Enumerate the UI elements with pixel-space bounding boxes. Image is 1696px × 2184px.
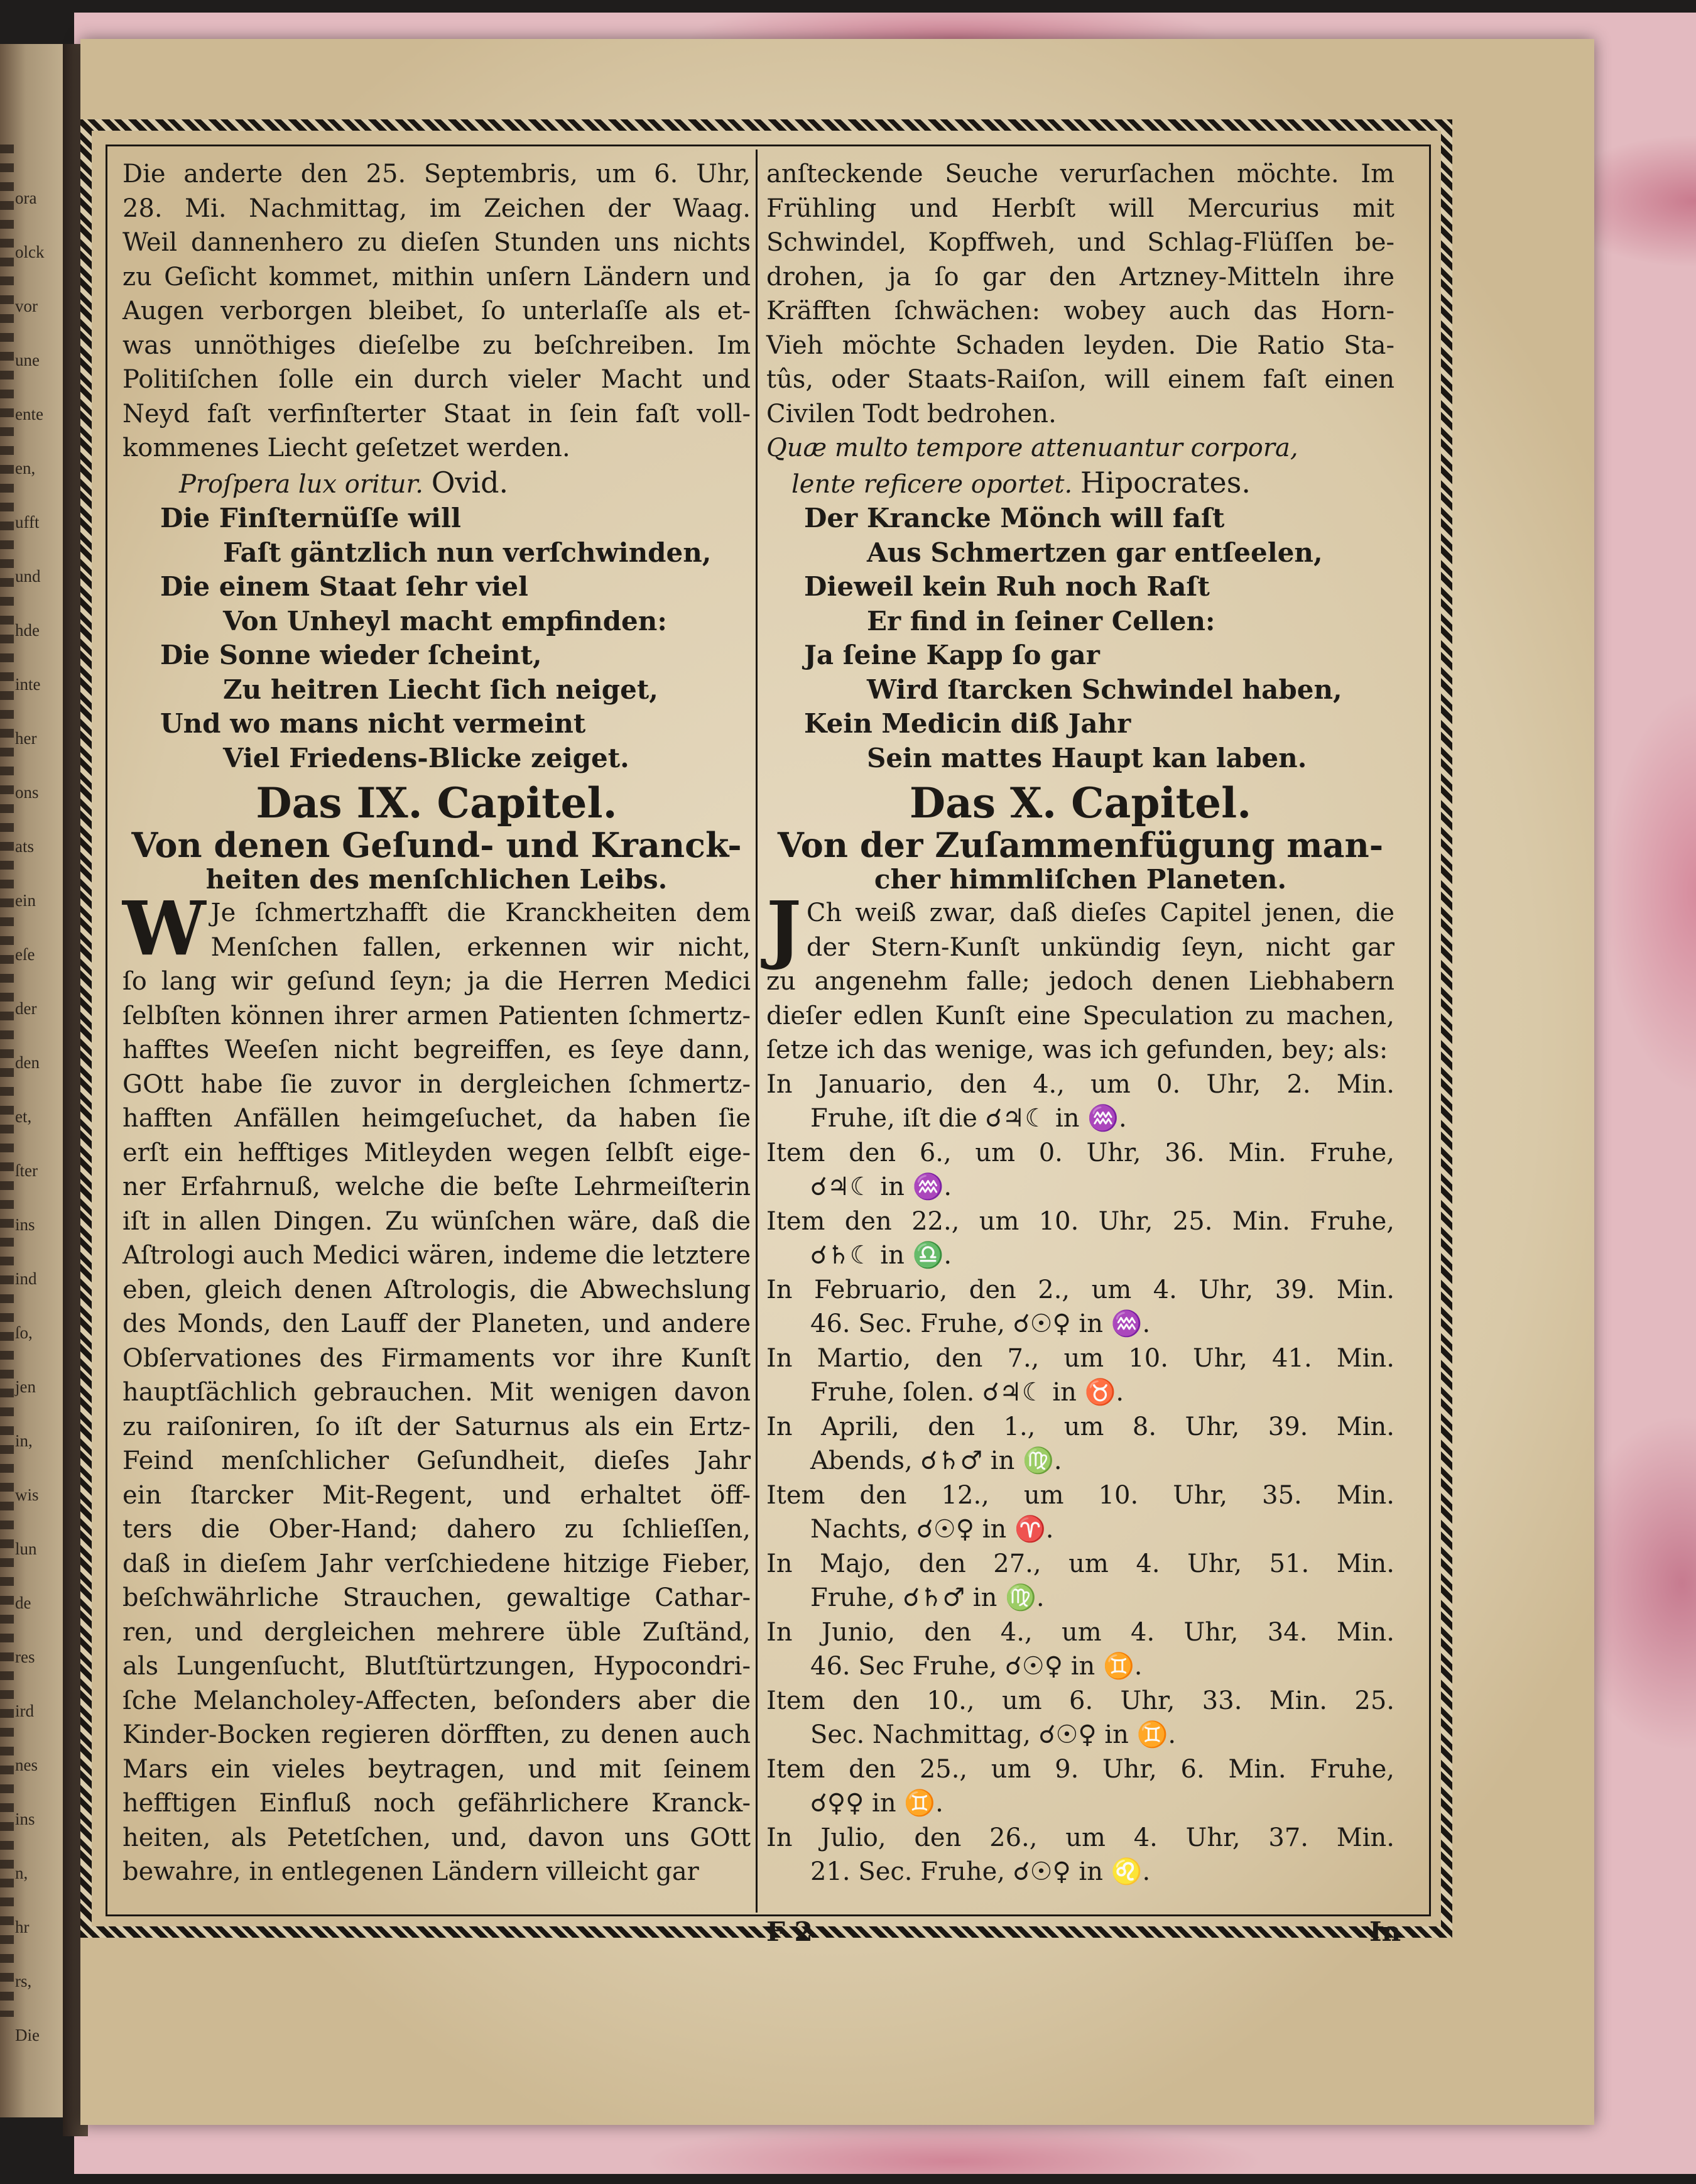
poem-line: Viel Friedens-Blicke zeiget. xyxy=(223,742,629,773)
conjunction-entry-continuation: Sec. Nachmittag, ☌☉♀ in ♊. xyxy=(810,1720,1177,1749)
text-line: hauptſächlich gebrauchen. Mit wenigen davon xyxy=(122,1378,751,1407)
poem-line: Ja ſeine Kapp ſo gar xyxy=(804,640,1100,670)
conjunction-entry-continuation: Fruhe, ☌♄♂ in ♍. xyxy=(810,1583,1045,1612)
conjunction-entry-continuation: ☌♄☾ in ♎. xyxy=(810,1241,952,1270)
right-intro-paragraph xyxy=(766,157,1394,431)
previous-page-word: et, xyxy=(15,1107,32,1126)
conjunction-entry: Item den 10., um 6. Uhr, 33. Min. 25. xyxy=(766,1686,1394,1715)
text-line: Je ſchmertzhafft die Kranckheiten dem xyxy=(210,898,751,927)
text-line: Ch weiß zwar, daß dieſes Capitel jenen, die xyxy=(806,898,1394,927)
previous-page-word: ats xyxy=(15,837,34,856)
text-line: Obſervationes des Firmaments vor ihre Kunſt xyxy=(122,1343,751,1373)
previous-page-word: ſter xyxy=(15,1161,38,1180)
chapter-ix-dropcap: W xyxy=(122,885,206,972)
previous-page-word: ins xyxy=(15,1215,35,1234)
previous-page-word: ird xyxy=(15,1701,34,1720)
poem-line: Von Unheyl macht empfinden: xyxy=(223,605,667,636)
right-motto-line-2 xyxy=(766,466,1394,502)
text-line: iſt in allen Dingen. Zu wünſchen wäre, daß die xyxy=(122,1206,751,1236)
previous-page-word: ein xyxy=(15,891,36,910)
right-column xyxy=(766,157,1394,1889)
left-motto xyxy=(122,466,751,502)
text-line: ein ſtarcker Mit-Regent, und erhaltet öff- xyxy=(122,1480,751,1510)
conjunction-entry: In Februario, den 2., um 4. Uhr, 39. Min. xyxy=(766,1275,1394,1304)
chapter-x-subtitle-line-1: Von der Zuſammenfügung man- xyxy=(777,825,1384,865)
chapter-x-body-lines xyxy=(766,885,1394,1067)
previous-page-word: den xyxy=(15,1053,40,1072)
poem-line: Die Sonne wieder ſcheint, xyxy=(160,640,542,670)
previous-page-word: n, xyxy=(15,1864,28,1882)
conjunction-entry: In Junio, den 4., um 4. Uhr, 34. Min. xyxy=(766,1617,1394,1647)
right-motto-line-1: Quæ multo tempore attenuantur corpora, xyxy=(766,434,1298,462)
text-line: Augen verborgen bleibet, ſo unterlaſſe als et- xyxy=(122,297,751,325)
poem-line: Er find in ſeiner Cellen: xyxy=(867,605,1215,636)
text-line: ſelbſten können ihrer armen Patienten ſchmertz- xyxy=(122,1001,751,1030)
column-divider xyxy=(756,150,758,1913)
text-line: zu Geſicht kommet, mithin unſern Ländern und xyxy=(122,262,751,292)
previous-page-word: olck xyxy=(15,243,45,261)
previous-page-word: inte xyxy=(15,675,41,694)
conjunction-entry: In Majo, den 27., um 4. Uhr, 51. Min. xyxy=(766,1549,1394,1578)
poem-line: Zu heitren Liecht ſich neiget, xyxy=(223,674,658,705)
previous-page-word: ins xyxy=(15,1810,35,1828)
poem-line: Die Finſternüſſe will xyxy=(160,503,461,533)
left-motto-text: Proſpera lux oritur. xyxy=(179,469,423,499)
previous-page-word: vor xyxy=(15,297,38,315)
text-line: was unnöthiges dieſelbe zu beſchreiben. Im xyxy=(122,330,751,360)
conjunction-entry: In Martio, den 7., um 10. Uhr, 41. Min. xyxy=(766,1343,1394,1373)
previous-page-word: hde xyxy=(15,621,40,640)
conjunction-entry: Item den 12., um 10. Uhr, 35. Min. xyxy=(766,1480,1394,1510)
text-line: zu angenehm falle; jedoch denen Liebhabern xyxy=(766,967,1394,996)
conjunction-entry: Item den 25., um 9. Uhr, 6. Min. Fruhe, xyxy=(766,1754,1394,1784)
catchword: In xyxy=(1369,1916,1401,1947)
previous-page-word: nes xyxy=(15,1755,38,1774)
previous-page-word: de xyxy=(15,1593,31,1612)
conjunction-entry: In Aprili, den 1., um 8. Uhr, 39. Min. xyxy=(766,1412,1394,1441)
text-line: Feind menſchlicher Geſundheit, dieſes Jahr xyxy=(122,1446,751,1475)
previous-page-word: lun xyxy=(15,1539,37,1558)
previous-page-word: her xyxy=(15,729,37,748)
poem-line: Dieweil kein Ruh noch Raſt xyxy=(804,571,1210,602)
chapter-x-body xyxy=(766,885,1394,1067)
text-line: Civilen Todt bedrohen. xyxy=(766,399,1057,429)
text-line: beſchwährliche Strauchen, gewaltige Cathar- xyxy=(122,1583,751,1612)
left-column xyxy=(122,157,751,1889)
left-poem xyxy=(122,501,751,775)
previous-page-word: der xyxy=(15,999,37,1018)
text-line: ſche Melancholey-Affecten, beſonders aber die xyxy=(122,1686,751,1715)
text-line: Die anderte den 25. Septembris, um 6. Uhr, xyxy=(122,160,751,188)
previous-page-word: in, xyxy=(15,1431,33,1450)
text-line: Schwindel, Kopffweh, und Schlag-Flüſſen be- xyxy=(766,228,1394,257)
poem-line: Aus Schmertzen gar entſeelen, xyxy=(867,537,1323,568)
text-line: des Monds, den Lauff der Planeten, und andere xyxy=(122,1309,751,1338)
text-line: Politiſchen ſolle ein durch vieler Macht und xyxy=(122,365,751,394)
chapter-ix-title: Das IX. Capitel. xyxy=(256,778,617,827)
poem-line: Der Krancke Mönch will faſt xyxy=(804,503,1225,533)
text-line: heiten, als Petetſchen, und, davon uns GOtt xyxy=(122,1823,751,1852)
previous-page-word: hr xyxy=(15,1918,30,1936)
text-line: ſo lang wir geſund ſeyn; ja die Herren Medici xyxy=(122,967,751,996)
conjunction-entry: Item den 22., um 10. Uhr, 25. Min. Fruhe, xyxy=(766,1206,1394,1236)
text-line: erſt ein hefftiges Mitleyden wegen ſelbſt eige- xyxy=(122,1138,751,1167)
chapter-x-dropcap: J xyxy=(766,885,802,972)
text-line: eben, gleich denen Aſtrologis, die Abwechslung xyxy=(122,1275,751,1304)
conjunction-entry-continuation: 46. Sec Fruhe, ☌☉♀ in ♊. xyxy=(810,1652,1143,1681)
previous-page-word: und xyxy=(15,567,41,586)
chapter-ix-subtitle-line-1: Von denen Geſund- und Kranck- xyxy=(131,825,742,865)
previous-page-word: res xyxy=(15,1647,35,1666)
text-line: drohen, ja ſo gar den Artzney-Mitteln ihre xyxy=(766,262,1394,292)
conjunction-entry-continuation: ☌♃☾ in ♒. xyxy=(810,1172,952,1201)
text-line: der Stern-Kunſt unkündig ſeyn, nicht gar xyxy=(806,932,1394,962)
text-line: Menſchen fallen, erkennen wir nicht, xyxy=(210,932,751,962)
chapter-x-subtitle-line-2: cher himmliſchen Planeten. xyxy=(874,864,1287,895)
right-motto-author: Hipocrates. xyxy=(1080,465,1251,500)
previous-page-word: ora xyxy=(15,188,37,207)
previous-page-word: jen xyxy=(15,1377,36,1396)
poem-line: Sein mattes Haupt kan laben. xyxy=(867,742,1307,773)
previous-page-word: ons xyxy=(15,783,39,802)
conjunction-entry-continuation: 46. Sec. Fruhe, ☌☉♀ in ♒. xyxy=(810,1309,1151,1338)
poem-line: Kein Medicin diß Jahr xyxy=(804,708,1131,739)
text-line: Weil dannenhero zu dieſen Stunden uns nichts xyxy=(122,228,751,257)
text-line: ren, und dergleichen mehrere üble Zuſtänd, xyxy=(122,1617,751,1647)
previous-page-ornament-border xyxy=(0,145,14,2017)
poem-line: Faſt gäntzlich nun verſchwinden, xyxy=(223,537,712,568)
previous-page-word: ufft xyxy=(15,513,40,532)
previous-page-word: ind xyxy=(15,1269,37,1288)
conjunction-entry-continuation: Nachts, ☌☉♀ in ♈. xyxy=(810,1515,1054,1544)
text-line: hafften Anfällen heimgeſuchet, da haben ſie xyxy=(122,1104,751,1133)
text-line: Frühling und Herbſt will Mercurius mit xyxy=(766,194,1394,223)
conjunction-entry-continuation: 21. Sec. Fruhe, ☌☉♀ in ♌. xyxy=(810,1857,1151,1886)
chapter-x-title: Das X. Capitel. xyxy=(909,778,1252,827)
text-line: GOtt habe ſie zuvor in dergleichen ſchmertz- xyxy=(122,1069,751,1099)
previous-page-word: ſo, xyxy=(15,1323,33,1342)
previous-page-word: eſe xyxy=(15,945,35,964)
conjunction-entry-continuation: Fruhe, ſolen. ☌♃☾ in ♉. xyxy=(810,1378,1124,1407)
right-motto-text: lente reficere oportet. xyxy=(791,469,1073,499)
previous-page-word: wis xyxy=(15,1485,39,1504)
text-line: daß in dieſem Jahr verſchiedene hitzige Fieber, xyxy=(122,1549,751,1578)
previous-page-word: Die xyxy=(15,2026,40,2045)
chapter-ix-body xyxy=(122,885,751,1889)
text-line: ſetze ich das wenige, was ich gefunden, bey; als: xyxy=(766,1035,1388,1064)
text-line: Mars ein vieles beytragen, und mit ſeinem xyxy=(122,1754,751,1784)
conjunction-list xyxy=(766,1067,1394,1889)
text-line: tûs, oder Staats-Raiſon, will einem faſt einen xyxy=(766,365,1394,394)
conjunction-entry: In Januario, den 4., um 0. Uhr, 2. Min. xyxy=(766,1069,1394,1099)
conjunction-entry-continuation: ☌♀♀ in ♊. xyxy=(810,1789,943,1818)
previous-page-word: ente xyxy=(15,405,43,423)
text-line: hefftigen Einfluß noch gefährlichere Kranck- xyxy=(122,1789,751,1818)
chapter-ix-body-lines xyxy=(122,885,751,1889)
signature-mark: F 2 xyxy=(766,1916,813,1947)
text-line: dieſer edlen Kunſt eine Speculation zu machen, xyxy=(766,1001,1394,1030)
left-motto-author: Ovid. xyxy=(431,465,509,500)
poem-line: Die einem Staat ſehr viel xyxy=(160,571,529,602)
conjunction-entry-continuation: Abends, ☌♄♂ in ♍. xyxy=(810,1446,1062,1475)
poem-line: Und wo mans nicht vermeint xyxy=(160,708,586,739)
right-poem xyxy=(766,501,1394,775)
text-line: Kinder-Bocken regieren dörfften, zu denen auch xyxy=(122,1720,751,1749)
chapter-ix-subtitle-line-2: heiten des menſchlichen Leibs. xyxy=(205,864,668,895)
previous-page-word: une xyxy=(15,351,40,369)
text-line: hafftes Weeſen nicht begreiffen, es ſeye dann, xyxy=(122,1035,751,1064)
previous-page-word: rs, xyxy=(15,1972,32,1990)
text-line: Vieh möchte Schaden leyden. Die Ratio Sta- xyxy=(766,330,1394,360)
text-line: anſteckende Seuche verurſachen möchte. Im xyxy=(766,160,1394,188)
text-line: zu raiſoniren, ſo iſt der Saturnus als ein Ertz- xyxy=(122,1412,751,1441)
text-line: bewahre, in entlegenen Ländern villeicht gar xyxy=(122,1857,699,1886)
text-line: Neyd faſt verfinſterter Staat in ſein faſt voll- xyxy=(122,399,751,429)
conjunction-entry: Item den 6., um 0. Uhr, 36. Min. Fruhe, xyxy=(766,1138,1394,1167)
conjunction-entry-continuation: Fruhe, iſt die ☌♃☾ in ♒. xyxy=(810,1104,1127,1133)
previous-page-word: en, xyxy=(15,459,36,478)
text-line: als Lungenſucht, Blutſtürtzungen, Hypocondri- xyxy=(122,1652,751,1681)
text-line: Kräfften ſchwächen: wobey auch das Horn- xyxy=(766,297,1394,325)
conjunction-entry: In Julio, den 26., um 4. Uhr, 37. Min. xyxy=(766,1823,1394,1852)
poem-line: Wird ſtarcken Schwindel haben, xyxy=(867,674,1342,705)
text-line: Aſtrologi auch Medici wären, indeme die letztere xyxy=(122,1241,751,1270)
text-line: ner Erfahrnuß, welche die beſte Lehrmeiſterin xyxy=(122,1172,751,1201)
left-intro-paragraph xyxy=(122,157,751,466)
text-line: 28. Mi. Nachmittag, im Zeichen der Waag. xyxy=(122,194,751,223)
text-line: kommenes Liecht geſetzet werden. xyxy=(122,434,570,462)
text-line: ters die Ober-Hand; dahero zu ſchlieſſen, xyxy=(122,1515,751,1544)
